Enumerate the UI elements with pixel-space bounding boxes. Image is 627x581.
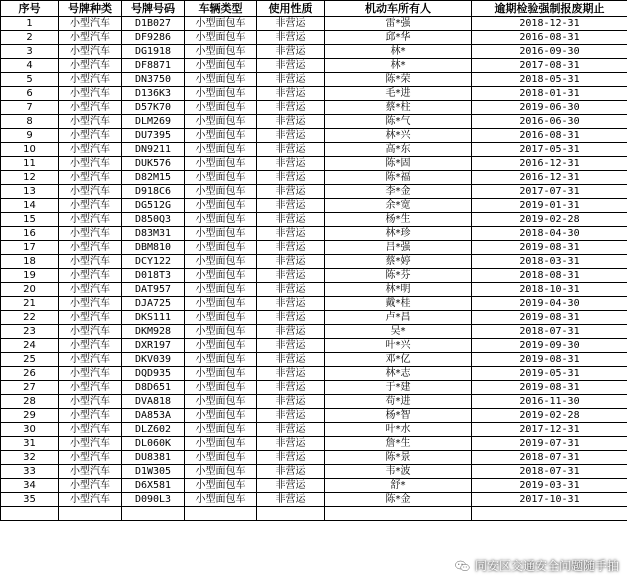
- table-cell: 韦*波: [325, 465, 472, 479]
- table-cell: 9: [1, 129, 59, 143]
- table-cell: 2017-12-31: [472, 423, 627, 437]
- empty-cell: [185, 507, 257, 521]
- wechat-icon: [455, 560, 470, 572]
- table-cell: DUK576: [122, 157, 185, 171]
- table-cell: DKV039: [122, 353, 185, 367]
- table-cell: 非营运: [257, 171, 325, 185]
- table-cell: D850Q3: [122, 213, 185, 227]
- table-cell: D82M15: [122, 171, 185, 185]
- table-cell: 非营运: [257, 451, 325, 465]
- table-cell: 2: [1, 31, 59, 45]
- table-cell: 小型汽车: [59, 213, 122, 227]
- table-cell: 33: [1, 465, 59, 479]
- table-row: [1, 409, 627, 423]
- table-cell: 林*志: [325, 367, 472, 381]
- table-cell: 陈*荣: [325, 73, 472, 87]
- table-cell: 非营运: [257, 283, 325, 297]
- table-cell: 15: [1, 213, 59, 227]
- table-cell: D6X581: [122, 479, 185, 493]
- empty-cell: [472, 507, 627, 521]
- table-cell: 非营运: [257, 493, 325, 507]
- table-cell: 小型面包车: [185, 493, 257, 507]
- table-cell: 陈*景: [325, 451, 472, 465]
- table-row: [1, 367, 627, 381]
- table-cell: 小型汽车: [59, 31, 122, 45]
- empty-cell: [325, 507, 472, 521]
- table-cell: 叶*水: [325, 423, 472, 437]
- table-cell: 小型汽车: [59, 465, 122, 479]
- table-cell: 小型汽车: [59, 297, 122, 311]
- table-cell: 毛*进: [325, 87, 472, 101]
- table-cell: 30: [1, 423, 59, 437]
- table-cell: 卢*昌: [325, 311, 472, 325]
- table-cell: 28: [1, 395, 59, 409]
- table-cell: 杨*生: [325, 213, 472, 227]
- table-cell: 小型面包车: [185, 437, 257, 451]
- col-header-index: 序号: [1, 1, 59, 17]
- table-cell: 小型面包车: [185, 423, 257, 437]
- table-cell: 小型面包车: [185, 395, 257, 409]
- table-cell: 小型汽车: [59, 129, 122, 143]
- table-cell: 小型汽车: [59, 157, 122, 171]
- table-cell: 小型汽车: [59, 59, 122, 73]
- table-cell: 2019-07-31: [472, 437, 627, 451]
- table-cell: 2017-10-31: [472, 493, 627, 507]
- table-row: [1, 353, 627, 367]
- table-cell: 杨*智: [325, 409, 472, 423]
- table-cell: 非营运: [257, 339, 325, 353]
- table-cell: DU8381: [122, 451, 185, 465]
- table-cell: 6: [1, 87, 59, 101]
- table-cell: 非营运: [257, 87, 325, 101]
- table-cell: 小型面包车: [185, 157, 257, 171]
- table-cell: 35: [1, 493, 59, 507]
- table-cell: 2019-04-30: [472, 297, 627, 311]
- table-cell: 非营运: [257, 409, 325, 423]
- table-cell: 小型汽车: [59, 367, 122, 381]
- empty-cell: [122, 507, 185, 521]
- table-cell: 22: [1, 311, 59, 325]
- table-cell: 2018-04-30: [472, 227, 627, 241]
- col-header-vehicle-type: 车辆类型: [185, 1, 257, 17]
- table-cell: 2019-02-28: [472, 409, 627, 423]
- table-row: [1, 269, 627, 283]
- table-cell: 小型汽车: [59, 73, 122, 87]
- table-cell: 非营运: [257, 17, 325, 31]
- table-cell: 非营运: [257, 269, 325, 283]
- table-row: [1, 31, 627, 45]
- table-cell: 小型汽车: [59, 17, 122, 31]
- table-cell: 18: [1, 255, 59, 269]
- table-cell: 陈*金: [325, 493, 472, 507]
- table-cell: 小型汽车: [59, 339, 122, 353]
- table-cell: 邓*亿: [325, 353, 472, 367]
- table-cell: 小型汽车: [59, 171, 122, 185]
- table-cell: 2019-03-31: [472, 479, 627, 493]
- table-cell: DCY122: [122, 255, 185, 269]
- table-cell: 小型面包车: [185, 101, 257, 115]
- table-cell: 戴*桂: [325, 297, 472, 311]
- table-cell: 非营运: [257, 423, 325, 437]
- table-cell: 小型汽车: [59, 255, 122, 269]
- table-row: [1, 437, 627, 451]
- table-cell: 2019-09-30: [472, 339, 627, 353]
- table-cell: 2018-12-31: [472, 17, 627, 31]
- table-cell: 26: [1, 367, 59, 381]
- table-row: [1, 423, 627, 437]
- table-cell: 小型汽车: [59, 381, 122, 395]
- table-cell: 小型面包车: [185, 465, 257, 479]
- table-cell: 非营运: [257, 199, 325, 213]
- table-cell: 2018-10-31: [472, 283, 627, 297]
- table-cell: DU7395: [122, 129, 185, 143]
- table-cell: 2016-06-30: [472, 115, 627, 129]
- table-cell: 小型汽车: [59, 451, 122, 465]
- table-cell: 12: [1, 171, 59, 185]
- table-cell: D918C6: [122, 185, 185, 199]
- table-cell: DN9211: [122, 143, 185, 157]
- empty-cell: [1, 507, 59, 521]
- table-cell: 非营运: [257, 101, 325, 115]
- table-cell: DBM810: [122, 241, 185, 255]
- col-header-owner: 机动车所有人: [325, 1, 472, 17]
- table-cell: 小型面包车: [185, 17, 257, 31]
- col-header-usage: 使用性质: [257, 1, 325, 17]
- table-row: [1, 283, 627, 297]
- table-cell: 2017-08-31: [472, 59, 627, 73]
- table-cell: 小型汽车: [59, 101, 122, 115]
- table-cell: 陈*福: [325, 171, 472, 185]
- table-cell: 小型面包车: [185, 171, 257, 185]
- table-row: [1, 45, 627, 59]
- table-cell: 小型汽车: [59, 87, 122, 101]
- table-cell: 小型面包车: [185, 87, 257, 101]
- table-cell: 2016-09-30: [472, 45, 627, 59]
- table-cell: 2019-08-31: [472, 311, 627, 325]
- col-header-plate-number: 号牌号码: [122, 1, 185, 17]
- table-cell: 小型汽车: [59, 479, 122, 493]
- table-row: [1, 227, 627, 241]
- table-cell: DKS111: [122, 311, 185, 325]
- table-cell: DG1918: [122, 45, 185, 59]
- table-cell: 小型汽车: [59, 311, 122, 325]
- table-cell: 小型汽车: [59, 185, 122, 199]
- col-header-plate-type: 号牌种类: [59, 1, 122, 17]
- table-cell: 余*宽: [325, 199, 472, 213]
- table-cell: 小型面包车: [185, 283, 257, 297]
- table-cell: 小型汽车: [59, 353, 122, 367]
- table-cell: DXR197: [122, 339, 185, 353]
- table-cell: 2016-11-30: [472, 395, 627, 409]
- table-row: [1, 465, 627, 479]
- table-cell: 林*明: [325, 283, 472, 297]
- table-cell: 小型汽车: [59, 395, 122, 409]
- table-cell: 小型面包车: [185, 185, 257, 199]
- table-cell: 小型面包车: [185, 451, 257, 465]
- table-cell: 2019-06-30: [472, 101, 627, 115]
- col-header-deadline: 逾期检验强制报废期止: [472, 1, 627, 17]
- table-cell: 非营运: [257, 143, 325, 157]
- table-cell: 13: [1, 185, 59, 199]
- table-cell: 小型面包车: [185, 73, 257, 87]
- table-cell: 小型汽车: [59, 241, 122, 255]
- table-cell: DJA725: [122, 297, 185, 311]
- table-cell: DA853A: [122, 409, 185, 423]
- table-cell: 叶*兴: [325, 339, 472, 353]
- table-cell: 蔡*婷: [325, 255, 472, 269]
- table-cell: 31: [1, 437, 59, 451]
- table-cell: 非营运: [257, 115, 325, 129]
- table-cell: 高*东: [325, 143, 472, 157]
- table-cell: 小型面包车: [185, 311, 257, 325]
- table-cell: 詹*生: [325, 437, 472, 451]
- table-cell: 2018-07-31: [472, 465, 627, 479]
- table-cell: DN3750: [122, 73, 185, 87]
- table-cell: 16: [1, 227, 59, 241]
- watermark: [455, 557, 619, 574]
- table-cell: 小型汽车: [59, 199, 122, 213]
- table-cell: 4: [1, 59, 59, 73]
- table-cell: 2017-07-31: [472, 185, 627, 199]
- table-cell: 非营运: [257, 437, 325, 451]
- table-cell: DVA818: [122, 395, 185, 409]
- table-cell: 小型面包车: [185, 381, 257, 395]
- table-row: [1, 87, 627, 101]
- table-cell: D018T3: [122, 269, 185, 283]
- table-cell: 非营运: [257, 157, 325, 171]
- table-cell: 于*建: [325, 381, 472, 395]
- table-cell: DG512G: [122, 199, 185, 213]
- table-cell: 2016-08-31: [472, 129, 627, 143]
- table-cell: D57K70: [122, 101, 185, 115]
- table-cell: 小型汽车: [59, 115, 122, 129]
- table-row: [1, 185, 627, 199]
- table-cell: 非营运: [257, 325, 325, 339]
- table-cell: 小型面包车: [185, 479, 257, 493]
- table-cell: 舒*: [325, 479, 472, 493]
- table-cell: 小型面包车: [185, 143, 257, 157]
- table-cell: 非营运: [257, 59, 325, 73]
- table-cell: 林*兴: [325, 129, 472, 143]
- table-cell: 林*: [325, 59, 472, 73]
- table-cell: 32: [1, 451, 59, 465]
- table-cell: 8: [1, 115, 59, 129]
- table-cell: DAT957: [122, 283, 185, 297]
- table-row: [1, 479, 627, 493]
- table-cell: 小型面包车: [185, 129, 257, 143]
- table-cell: 林*: [325, 45, 472, 59]
- table-cell: 21: [1, 297, 59, 311]
- table-cell: 小型面包车: [185, 59, 257, 73]
- table-cell: 2018-05-31: [472, 73, 627, 87]
- empty-row: [1, 507, 627, 521]
- table-cell: 2016-12-31: [472, 171, 627, 185]
- table-cell: 非营运: [257, 185, 325, 199]
- table-cell: 2018-07-31: [472, 325, 627, 339]
- table-cell: 蔡*柱: [325, 101, 472, 115]
- table-cell: 2019-05-31: [472, 367, 627, 381]
- table-row: [1, 339, 627, 353]
- table-cell: 非营运: [257, 45, 325, 59]
- table-cell: 5: [1, 73, 59, 87]
- table-row: [1, 255, 627, 269]
- table-cell: 非营运: [257, 465, 325, 479]
- table-cell: 小型汽车: [59, 423, 122, 437]
- table-cell: 2019-02-28: [472, 213, 627, 227]
- table-cell: D8D651: [122, 381, 185, 395]
- table-row: [1, 493, 627, 507]
- table-cell: 小型面包车: [185, 269, 257, 283]
- table-row: [1, 73, 627, 87]
- table-cell: 17: [1, 241, 59, 255]
- table-cell: 小型面包车: [185, 353, 257, 367]
- table-cell: 小型汽车: [59, 143, 122, 157]
- table-cell: 林*珍: [325, 227, 472, 241]
- table-cell: 2019-08-31: [472, 241, 627, 255]
- table-cell: 非营运: [257, 479, 325, 493]
- table-cell: 20: [1, 283, 59, 297]
- table-cell: 2018-08-31: [472, 269, 627, 283]
- table-cell: 小型汽车: [59, 269, 122, 283]
- table-row: [1, 311, 627, 325]
- table-cell: 2018-07-31: [472, 451, 627, 465]
- table-cell: D1B027: [122, 17, 185, 31]
- table-cell: 小型面包车: [185, 297, 257, 311]
- table-cell: 2016-12-31: [472, 157, 627, 171]
- table-cell: 吕*强: [325, 241, 472, 255]
- table-row: [1, 325, 627, 339]
- table-cell: 19: [1, 269, 59, 283]
- table-cell: DL060K: [122, 437, 185, 451]
- table-row: [1, 395, 627, 409]
- table-cell: 小型面包车: [185, 241, 257, 255]
- table-row: [1, 101, 627, 115]
- table-cell: 小型面包车: [185, 227, 257, 241]
- table-cell: 小型面包车: [185, 339, 257, 353]
- table-cell: 李*金: [325, 185, 472, 199]
- table-cell: 非营运: [257, 395, 325, 409]
- table-cell: 2017-05-31: [472, 143, 627, 157]
- table-cell: 小型面包车: [185, 325, 257, 339]
- table-cell: 小型面包车: [185, 31, 257, 45]
- table-cell: 非营运: [257, 353, 325, 367]
- table-cell: 3: [1, 45, 59, 59]
- table-cell: 27: [1, 381, 59, 395]
- table-cell: 小型面包车: [185, 213, 257, 227]
- table-cell: DF9286: [122, 31, 185, 45]
- table-cell: DLM269: [122, 115, 185, 129]
- watermark-text: 同安区交通安全问题随手拍: [474, 559, 619, 573]
- table-row: [1, 17, 627, 31]
- table-cell: 2019-01-31: [472, 199, 627, 213]
- table-cell: 小型汽车: [59, 437, 122, 451]
- table-cell: 邱*华: [325, 31, 472, 45]
- table-cell: D1W305: [122, 465, 185, 479]
- table-cell: 陈*气: [325, 115, 472, 129]
- table-cell: 2016-08-31: [472, 31, 627, 45]
- table-cell: D090L3: [122, 493, 185, 507]
- table-cell: 29: [1, 409, 59, 423]
- table-cell: 小型面包车: [185, 409, 257, 423]
- table-cell: 小型面包车: [185, 255, 257, 269]
- table-cell: 7: [1, 101, 59, 115]
- table-cell: 小型汽车: [59, 45, 122, 59]
- table-row: [1, 381, 627, 395]
- table-row: [1, 241, 627, 255]
- table-cell: 雷*强: [325, 17, 472, 31]
- table-row: [1, 199, 627, 213]
- table-cell: 陈*固: [325, 157, 472, 171]
- table-cell: DF8871: [122, 59, 185, 73]
- table-cell: 陈*芬: [325, 269, 472, 283]
- empty-cell: [59, 507, 122, 521]
- table-row: [1, 171, 627, 185]
- table-cell: 非营运: [257, 297, 325, 311]
- table-cell: 非营运: [257, 255, 325, 269]
- table-cell: 14: [1, 199, 59, 213]
- table-cell: 2018-01-31: [472, 87, 627, 101]
- header-row: [1, 1, 627, 17]
- table-cell: 非营运: [257, 241, 325, 255]
- table-row: [1, 115, 627, 129]
- table-cell: 11: [1, 157, 59, 171]
- table-cell: 非营运: [257, 311, 325, 325]
- table-cell: 非营运: [257, 31, 325, 45]
- table-cell: DKM928: [122, 325, 185, 339]
- table-cell: 小型面包车: [185, 367, 257, 381]
- table-row: [1, 213, 627, 227]
- table-cell: 2019-08-31: [472, 353, 627, 367]
- table-cell: D136K3: [122, 87, 185, 101]
- table-cell: 小型汽车: [59, 409, 122, 423]
- table-cell: 苟*进: [325, 395, 472, 409]
- table-cell: 小型汽车: [59, 227, 122, 241]
- table-cell: 10: [1, 143, 59, 157]
- table-cell: 小型汽车: [59, 493, 122, 507]
- table-row: [1, 157, 627, 171]
- table-cell: 小型面包车: [185, 199, 257, 213]
- table-row: [1, 451, 627, 465]
- table-row: [1, 297, 627, 311]
- table-cell: 23: [1, 325, 59, 339]
- table-row: [1, 59, 627, 73]
- table-cell: 25: [1, 353, 59, 367]
- table-cell: DQD935: [122, 367, 185, 381]
- table-cell: 小型汽车: [59, 325, 122, 339]
- table-row: [1, 129, 627, 143]
- table-cell: 吴*: [325, 325, 472, 339]
- table-row: [1, 143, 627, 157]
- table-cell: 小型汽车: [59, 283, 122, 297]
- table-cell: 1: [1, 17, 59, 31]
- table-cell: DLZ602: [122, 423, 185, 437]
- table-cell: 34: [1, 479, 59, 493]
- table-cell: D83M31: [122, 227, 185, 241]
- table-cell: 非营运: [257, 367, 325, 381]
- table-cell: 2019-08-31: [472, 381, 627, 395]
- table-cell: 小型面包车: [185, 45, 257, 59]
- table-cell: 非营运: [257, 227, 325, 241]
- table-cell: 2018-03-31: [472, 255, 627, 269]
- table-cell: 非营运: [257, 213, 325, 227]
- table-cell: 非营运: [257, 381, 325, 395]
- table-cell: 小型面包车: [185, 115, 257, 129]
- table-cell: 24: [1, 339, 59, 353]
- table-cell: 非营运: [257, 129, 325, 143]
- table-cell: 非营运: [257, 73, 325, 87]
- empty-cell: [257, 507, 325, 521]
